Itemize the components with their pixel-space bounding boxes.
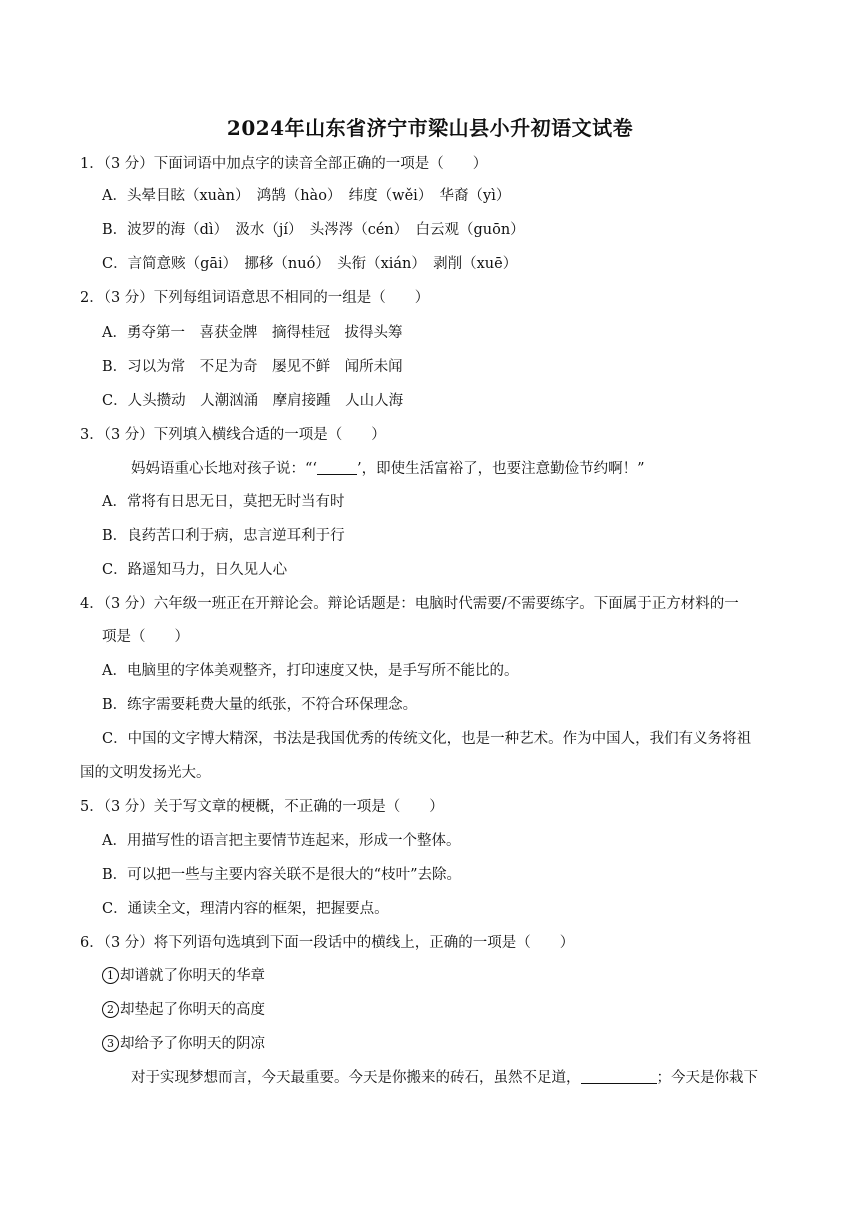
question-1-option-a: A．头晕目眩（xuàn） 鸿鹄（hào） 纬度（wěi） 华裔（yì） [102,188,511,204]
circled-number-icon: 1 [102,967,119,984]
question-6-item [102,966,265,986]
question-2-option-c: C．人头攒动 人潮汹涌 摩肩接踵 人山人海 [102,393,404,409]
question-4-stem-cont: 项是（ ） [102,629,189,645]
question-3-option-a: A．常将有日思无日，莫把无时当有时 [102,494,345,510]
question-3-passage [131,459,645,479]
question-4-option-c-cont: 国的文明发扬光大。 [80,765,211,781]
question-3-option-b: B．良药苦口利于病，忠言逆耳利于行 [102,528,345,544]
question-5-option-a: A．用描写性的语言把主要情节连起来，形成一个整体。 [102,833,461,849]
question-2-option-b: B．习以为常 不足为奇 屡见不鲜 闻所未闻 [102,359,403,375]
circled-number-icon: 3 [102,1035,119,1052]
question-5-option-b: B．可以把一些与主要内容关联不是很大的“枝叶”去除。 [102,867,461,883]
question-6-passage-before: 对于实现梦想而言，今天最重要。今天是你搬来的砖石，虽然不足道， [131,1070,581,1086]
page-title: 2024年山东省济宁市梁山县小升初语文试卷 [226,116,634,140]
question-6-item [102,1034,265,1054]
answer-blank [581,1068,657,1084]
question-6-passage-after: ；今天是你栽下 [656,1070,758,1086]
question-1-option-c: C．言简意赅（gāi） 挪移（nuó） 头衔（xián） 剥削（xuē） [102,256,518,272]
question-6-passage [131,1068,758,1088]
question-5-option-c: C．通读全文，理清内容的框架，把握要点。 [102,901,389,917]
question-3-passage-after: ’，即使生活富裕了，也要注意勤俭节约啊！” [357,461,645,477]
question-4-stem: 4．（3 分）六年级一班正在开辩论会。辩论话题是：电脑时代需要/不需要练字。下面属于正方材料的一 [80,596,739,612]
question-3-option-c: C．路遥知马力，日久见人心 [102,562,288,578]
question-4-option-a: A．电脑里的字体美观整齐，打印速度又快，是手写所不能比的。 [102,663,519,679]
answer-blank [317,459,357,475]
question-3-stem: 3．（3 分）下列填入横线合适的一项是（ ） [80,427,386,443]
question-6-item-text: 却垫起了你明天的高度 [120,1002,265,1018]
question-6-item-text: 却给予了你明天的阴凉 [120,1036,265,1052]
question-6-stem: 6．（3 分）将下列语句选填到下面一段话中的横线上，正确的一项是（ ） [80,935,575,951]
question-1-option-b: B．波罗的海（dì） 汲水（jí） 头涔涔（cén） 白云观（guōn） [102,222,525,238]
question-1-stem: 1．（3 分）下面词语中加点字的读音全部正确的一项是（ ） [80,156,488,172]
question-3-passage-before: 妈妈语重心长地对孩子说：“‘ [131,461,318,477]
circled-number-icon: 2 [102,1001,119,1018]
question-4-option-b: B．练字需要耗费大量的纸张，不符合环保理念。 [102,697,418,713]
question-4-option-c: C．中国的文字博大精深，书法是我国优秀的传统文化，也是一种艺术。作为中国人，我们有义务将祖 [102,731,752,747]
question-2-stem: 2．（3 分）下列每组词语意思不相同的一组是（ ） [80,290,430,306]
question-2-option-a: A．勇夺第一 喜获金牌 摘得桂冠 拔得头筹 [102,325,403,341]
question-6-item [102,1000,265,1020]
question-6-item-text: 却谱就了你明天的华章 [120,968,265,984]
question-5-stem: 5．（3 分）关于写文章的梗概，不正确的一项是（ ） [80,799,444,815]
